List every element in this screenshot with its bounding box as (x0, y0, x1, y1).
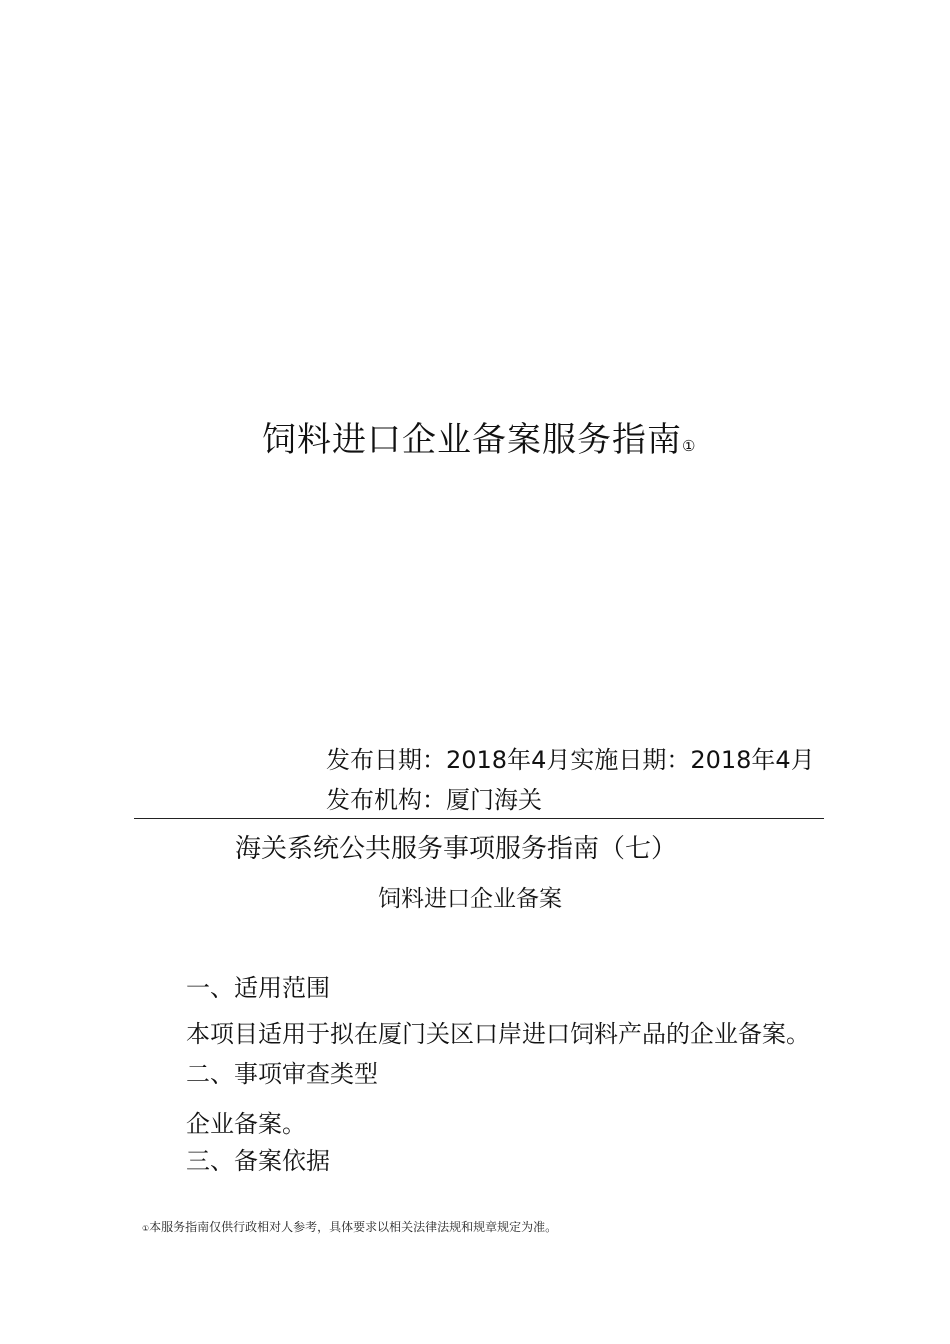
series-title: 海关系统公共服务事项服务指南（七） (235, 834, 678, 864)
document-subtitle: 饲料进口企业备案 (378, 886, 562, 912)
section-heading-review-type: 二、事项审查类型 (186, 1060, 378, 1088)
document-title (262, 412, 696, 461)
document-title-text: 饲料进口企业备案服务指南 (262, 420, 682, 460)
footnote (142, 1218, 557, 1235)
divider-line (134, 818, 824, 819)
section-content-review-type: 企业备案。 (186, 1110, 306, 1138)
section-content-scope: 本项目适用于拟在厦门关区口岸进口饲料产品的企业备案。 (186, 1020, 810, 1048)
section-heading-scope: 一、适用范围 (186, 974, 330, 1002)
footnote-marker: ① (682, 437, 697, 455)
footnote-text: 本服务指南仅供行政相对人参考，具体要求以相关法律法规和规章规定为准。 (149, 1220, 558, 1234)
section-heading-basis: 三、备案依据 (186, 1147, 330, 1175)
publish-info: 发布日期：2018年4月实施日期：2018年4月发布机构：厦门海关 (326, 746, 815, 814)
footnote-mark: ① (142, 1224, 150, 1233)
